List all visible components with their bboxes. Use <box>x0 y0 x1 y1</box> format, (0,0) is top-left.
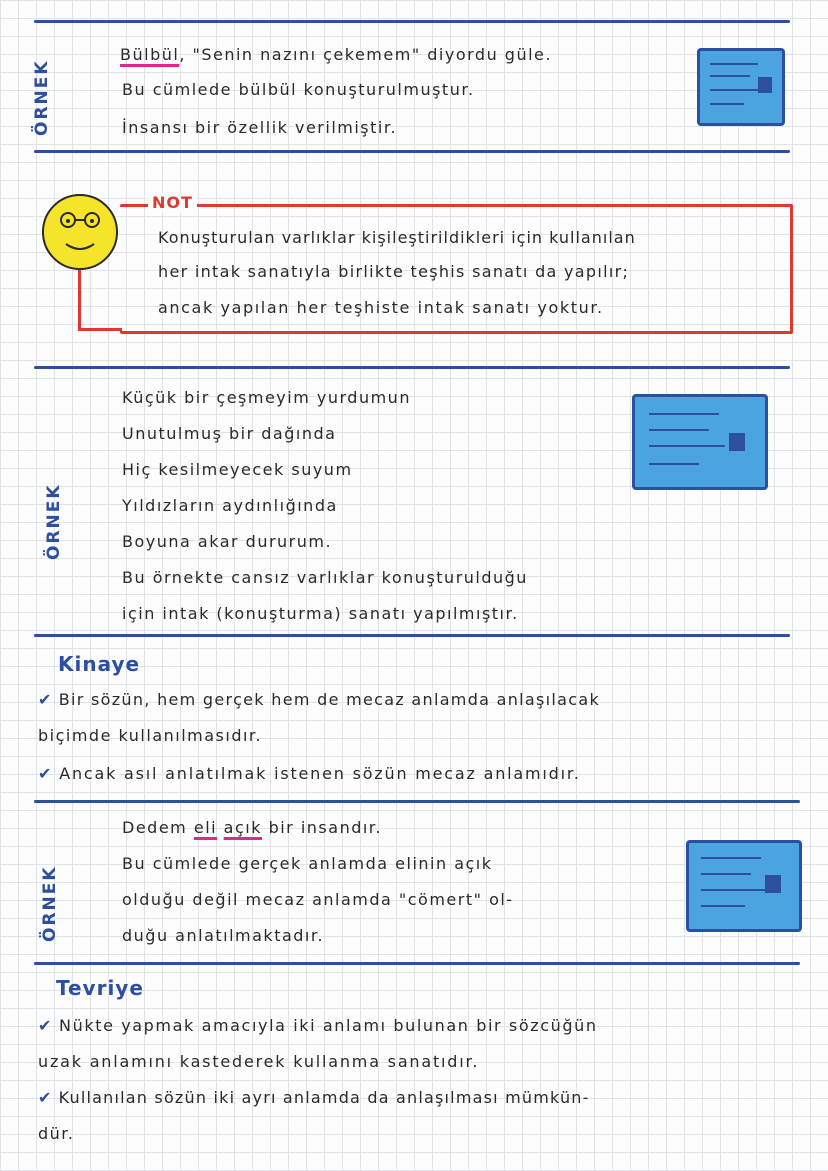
example2-line1: Küçük bir çeşmeyim yurdumun <box>122 388 411 407</box>
tevriye-bullet2-text: Kullanılan sözün iki ayrı anlamda da anlaşılması mümkün- <box>58 1088 590 1107</box>
smiley-icon <box>38 190 122 274</box>
example2-line4: Yıldızların aydınlığında <box>122 496 338 515</box>
example3-line1-b: bir insandır. <box>261 818 382 837</box>
example2-line2: Unutulmuş bir dağında <box>122 424 337 443</box>
example3-line4: duğu anlatılmaktadır. <box>122 926 325 945</box>
example1-line3: İnsansı bir özellik verilmiştir. <box>122 118 398 137</box>
tevriye-bullet1-cont: uzak anlamını kastederek kullanma sanatıdır. <box>38 1052 480 1071</box>
ornek-label-3: ÖRNEK <box>40 865 60 942</box>
check-icon: ✔ <box>38 690 53 709</box>
example2-line5: Boyuna akar dururum. <box>122 532 333 551</box>
ornek-label-1: ÖRNEK <box>32 59 52 136</box>
example3-highlight-acik: açık <box>223 818 262 837</box>
example3-line1 <box>122 818 382 837</box>
tevriye-title: Tevriye <box>56 976 144 1000</box>
note-line2: her intak sanatıyla birlikte teşhis sanatı da yapılır; <box>158 262 630 281</box>
rule-1 <box>34 150 790 153</box>
kinaye-bullet1-cont: biçimde kullanılmasıdır. <box>38 726 263 745</box>
example3-line2: Bu cümlede gerçek anlamda elinin açık <box>122 854 493 873</box>
kinaye-bullet1-text: Bir sözün, hem gerçek hem de mecaz anlamda anlaşılacak <box>58 690 601 709</box>
postcard-icon-3 <box>686 840 802 932</box>
check-icon: ✔ <box>38 764 54 783</box>
rule-3 <box>34 634 790 637</box>
rule-2 <box>34 366 790 369</box>
example3-line1-space <box>217 818 224 837</box>
rule-5 <box>34 962 800 965</box>
kinaye-bullet1 <box>38 690 600 709</box>
note-line3: ancak yapılan her teşhiste intak sanatı yoktur. <box>158 298 604 317</box>
rule-top <box>34 20 790 23</box>
example2-line3: Hiç kesilmeyecek suyum <box>122 460 353 479</box>
kinaye-bullet2 <box>38 764 581 783</box>
tevriye-bullet2 <box>38 1088 590 1107</box>
example1-line2: Bu cümlede bülbül konuşturulmuştur. <box>122 80 475 99</box>
example3-highlight-eli: eli <box>193 818 218 837</box>
example2-line6: Bu örnekte cansız varlıklar konuşturulduğu <box>122 568 528 587</box>
example1-line1-rest: , "Senin nazını çekemem" diyordu güle. <box>179 45 552 64</box>
example1-line1 <box>120 45 552 64</box>
note-label: NOT <box>148 193 197 212</box>
check-icon: ✔ <box>38 1016 54 1035</box>
rule-4 <box>34 800 800 803</box>
ornek-label-2: ÖRNEK <box>44 483 64 560</box>
tevriye-bullet1 <box>38 1016 598 1035</box>
tevriye-bullet2-cont: dür. <box>38 1124 75 1143</box>
kinaye-bullet2-text: Ancak asıl anlatılmak istenen sözün mecaz anlamıdır. <box>59 764 581 783</box>
check-icon: ✔ <box>38 1088 53 1107</box>
example3-line1-a: Dedem <box>122 818 194 837</box>
tevriye-bullet1-text: Nükte yapmak amacıyla iki anlamı bulunan bir sözcüğün <box>59 1016 598 1035</box>
postcard-icon-1 <box>697 48 785 126</box>
kinaye-title: Kinaye <box>58 652 141 676</box>
postcard-icon-2 <box>632 394 768 490</box>
note-left-stem <box>78 270 81 331</box>
example1-highlight-bulbul: Bülbül <box>120 45 180 64</box>
example2-line7: için intak (konuşturma) sanatı yapılmıştır. <box>122 604 519 623</box>
example3-line3: olduğu değil mecaz anlamda "cömert" ol- <box>122 890 514 909</box>
note-line1: Konuşturulan varlıklar kişileştirildikleri için kullanılan <box>158 228 636 247</box>
note-bottom-edge <box>78 328 122 331</box>
